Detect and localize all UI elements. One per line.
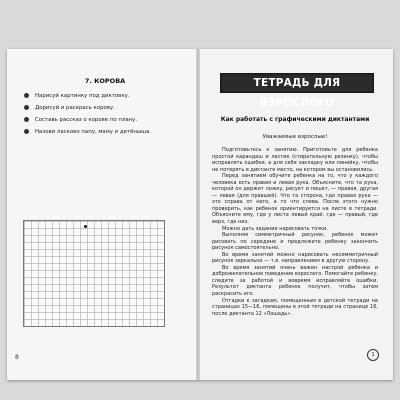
greeting: Уважаемые взрослые! — [262, 134, 328, 140]
start-dot — [84, 225, 87, 228]
book-spine — [196, 49, 200, 380]
task-item — [24, 104, 174, 116]
paragraph: Отгадки к загадкам, помещенным в детской тетради на страницах 15—16, помещены в этой тетради на странице 16, после диктанта 12 «Лошадь». — [212, 297, 378, 317]
bullet-icon — [24, 117, 29, 122]
task-item — [24, 116, 174, 128]
right-page-number: 1 — [367, 349, 379, 361]
paragraph: Перед занятием обучите ребенка на то, что у каждого человека есть правая и левая рука. Объясните, что та рука, которой он держит ложку, рисует и пишет, — правая, другая — левая (для правшей). Что та сторона, где правая рука — это справа от него, а то что слева. После этого нужно проверить, как ребенок ориентируется на листе в тетради. Объясните ему, где у листа левый край, где — правый, где верх, где низ. — [212, 173, 378, 226]
instructions-text — [212, 147, 378, 317]
bullet-icon — [24, 93, 29, 98]
task-item — [24, 92, 174, 104]
bullet-icon — [24, 105, 29, 110]
task-text: Составь рассказ о корове по плану. — [35, 117, 138, 123]
paragraph: Во время занятий очень важен настрой ребенка и доброжелательное поведение взрослого. Помогайте ребенку, следите за работой и вовремя исправляйте ошибки. Результат диктанта ребенок получит, чтобы затем раскрасить его. — [212, 264, 378, 298]
dictation-grid — [23, 220, 165, 327]
paragraph: Во время занятий можно нарисовать несимметричный рисунок зеркально — т.е. направлением в другую сторону. — [212, 251, 378, 265]
paragraph: Подготовьтесь к занятию. Приготовьте для ребенка простой карандаш и ластик (стирательную резинку), чтобы исправлять ошибки, а для себя закладку или линейку, чтобы не потерять в диктанте место, на котором вы остановились. — [212, 147, 378, 173]
paragraph: Выполняя симметричный рисунок, ребенок может рисовать по середине и предложите ребенку закончить рисунок самостоятельно. — [212, 232, 378, 252]
lesson-title: 7. КОРОВА — [84, 77, 126, 85]
task-text: Дорисуй и раскрась корову. — [35, 105, 115, 111]
left-page-number: 8 — [15, 354, 19, 361]
section-title: Как работать с графическими диктантами — [220, 116, 370, 123]
notebook-banner: ТЕТРАДЬ ДЛЯ ВЗРОСЛОГО — [220, 73, 374, 93]
task-item — [24, 128, 174, 140]
paragraph: Можно дать задание нарисовать точки. — [222, 225, 329, 232]
task-text: Нарисуй картинку под диктовку. — [35, 93, 130, 99]
task-text: Назови ласково папу, маму и детёныша. — [35, 129, 152, 135]
task-list — [24, 92, 174, 140]
bullet-icon — [24, 129, 29, 134]
